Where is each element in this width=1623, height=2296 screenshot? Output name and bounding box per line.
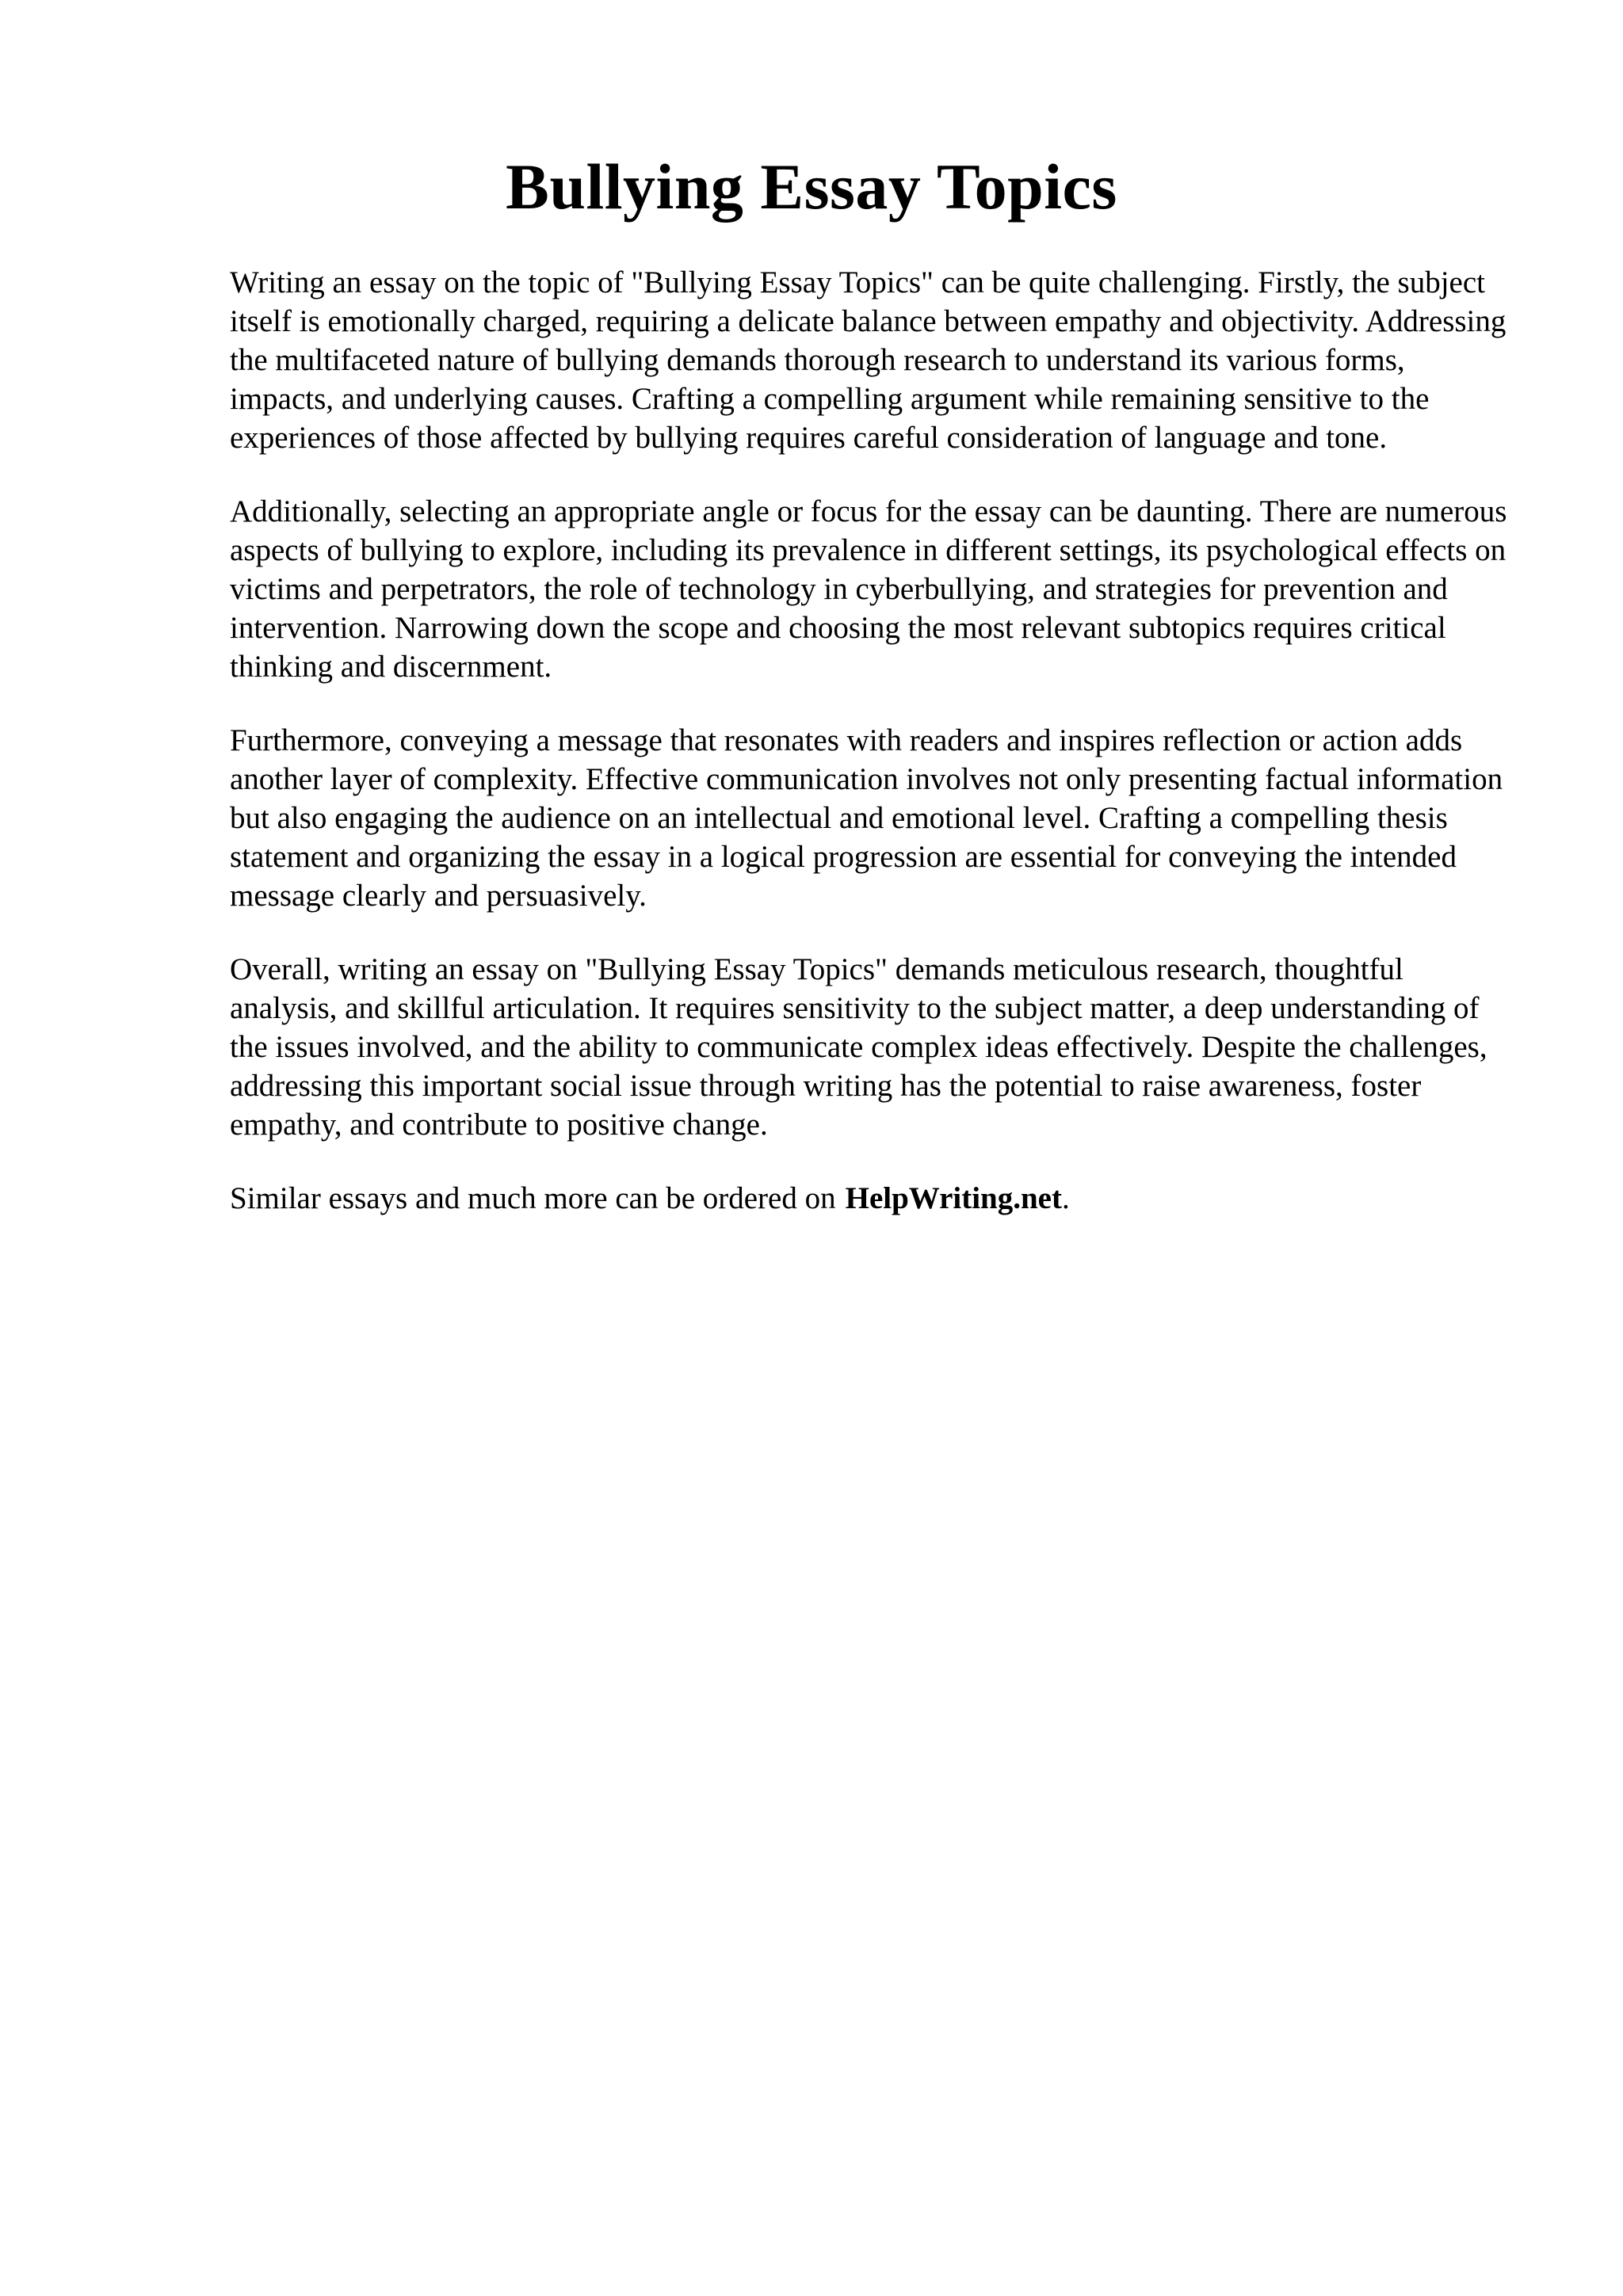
page-title: Bullying Essay Topics (506, 151, 1117, 223)
paragraph-4: Overall, writing an essay on "Bullying Essay Topics" demands meticulous research, thoughtful analysis, and skillful articulation. It requires sensitivity to the subject matter, a deep understanding of the issues involved, and the ability to communicate complex ideas effectively. Despite the challenges, addressing this important social issue through writing has the potential to raise awareness, foster empathy, and contribute to positive change. (230, 952, 1487, 1142)
footer-text: Similar essays and much more can be ordered on (230, 1181, 836, 1215)
paragraph-2: Additionally, selecting an appropriate angle or focus for the essay can be daunting. There are numerous aspects of bullying to explore, including its prevalence in different settings, its psychological effects on victims and perpetrators, the role of technology in cyberbullying, and strategies for prevention and intervention. Narrowing down the scope and choosing the most relevant subtopics requires critical thinking and discernment. (230, 494, 1507, 684)
document-body (230, 263, 1514, 1253)
footer-line (230, 1179, 1514, 1218)
footer-suffix: . (1061, 1181, 1070, 1215)
paragraph-1: Writing an essay on the topic of "Bullying Essay Topics" can be quite challenging. Firstly, the subject itself is emotionally charged, requiring a delicate balance between empathy and objectivity. Addressing the multifaceted nature of bullying demands thorough research to understand its various forms, impacts, and underlying causes. Crafting a compelling argument while remaining sensitive to the experiences of those affected by bullying requires careful consideration of language and tone. (230, 265, 1507, 455)
paragraph-3: Furthermore, conveying a message that resonates with readers and inspires reflection or action adds another layer of complexity. Effective communication involves not only presenting factual information but also engaging the audience on an intellectual and emotional level. Crafting a compelling thesis statement and organizing the essay in a logical progression are essential for conveying the intended message clearly and persuasively. (230, 723, 1503, 913)
helpwriting-link[interactable]: HelpWriting.net (845, 1181, 1062, 1215)
